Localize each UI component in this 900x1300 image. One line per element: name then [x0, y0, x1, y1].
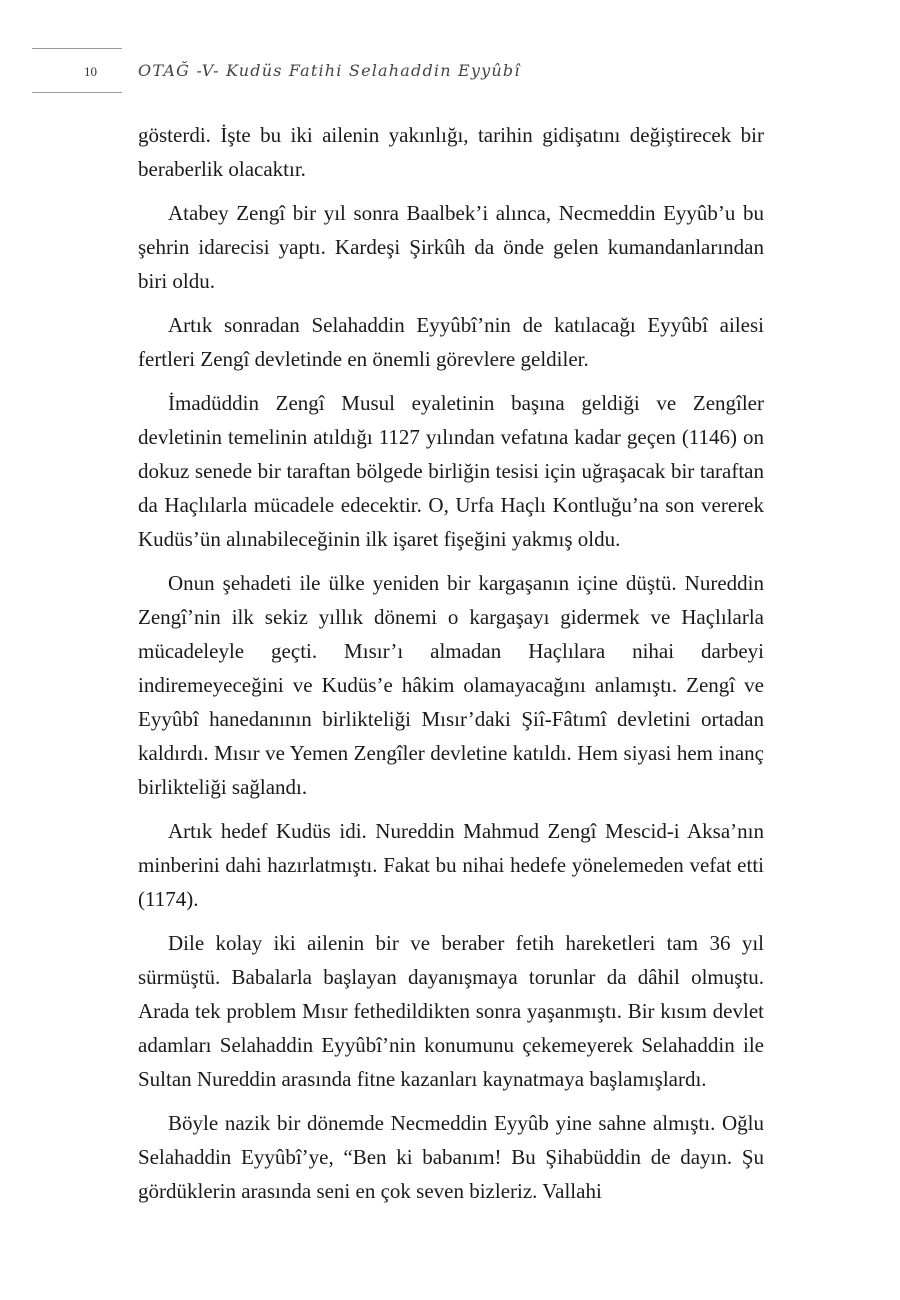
paragraph: Dile kolay iki ailenin bir ve beraber fetih hareketleri tam 36 yıl sürmüştü. Babalarla başlayan dayanışmaya torunlar da dâhil olmuştu. Arada tek problem Mısır fethedildikten sonra yaşanmıştı. Bir kısım devlet adamları Selahaddin Eyyûbî’nin konumunu çekemeyerek Selahaddin ile Sultan Nureddin arasında fitne kazanları kaynatmaya başlamışlardı. [138, 931, 764, 1091]
running-head: OTAĞ -V- Kudüs Fatihi Selahaddin Eyyûbî [138, 61, 521, 80]
paragraph: gösterdi. İşte bu iki ailenin yakınlığı, tarihin gidişatını değiştirecek bir beraberlik olacaktır. [138, 123, 764, 181]
body-text [138, 118, 764, 1218]
header-rule-bottom [32, 92, 122, 93]
page-number: 10 [84, 64, 97, 79]
paragraph: Atabey Zengî bir yıl sonra Baalbek’i alınca, Necmeddin Eyyûb’u bu şehrin idarecisi yaptı. Kardeşi Şirkûh da önde gelen kumandanlarından biri oldu. [138, 201, 764, 293]
paragraph: İmadüddin Zengî Musul eyaletinin başına geldiği ve Zengîler devletinin temelinin atıldığı 1127 yılından vefatına kadar geçen (1146) on dokuz senede bir taraftan bölgede birliğin tesisi için uğraşacak bir taraftan da Haçlılarla mücadele edecektir. O, Urfa Haçlı Kontluğu’na son vererek Kudüs’ün alınabileceğinin ilk işaret fişeğini yakmış oldu. [138, 391, 764, 551]
paragraph: Onun şehadeti ile ülke yeniden bir kargaşanın içine düştü. Nureddin Zengî’nin ilk sekiz yıllık dönemi o kargaşayı gidermek ve Haçlılarla mücadeleyle geçti. Mısır’ı almadan Haçlılara nihai darbeyi indiremeyeceğini ve Kudüs’e hâkim olamayacağını anlamıştı. Zengî ve Eyyûbî hanedanının birlikteliği Mısır’daki Şiî-Fâtımî devletini ortadan kaldırdı. Mısır ve Yemen Zengîler devletine katıldı. Hem siyasi hem inanç birlikteliği sağlandı. [138, 571, 764, 799]
paragraph: Böyle nazik bir dönemde Necmeddin Eyyûb yine sahne almıştı. Oğlu Selahaddin Eyyûbî’ye, “Ben ki babanım! Bu Şihabüddin de dayın. Şu gördüklerin arasında seni en çok seven bizleriz. Vallahi [138, 1111, 764, 1203]
paragraph: Artık hedef Kudüs idi. Nureddin Mahmud Zengî Mescid-i Aksa’nın minberini dahi hazırlatmıştı. Fakat bu nihai hedefe yönelemeden vefat etti (1174). [138, 819, 764, 911]
header-rule-top [32, 48, 122, 49]
paragraph: Artık sonradan Selahaddin Eyyûbî’nin de katılacağı Eyyûbî ailesi fertleri Zengî devletinde en önemli görevlere geldiler. [138, 313, 764, 371]
